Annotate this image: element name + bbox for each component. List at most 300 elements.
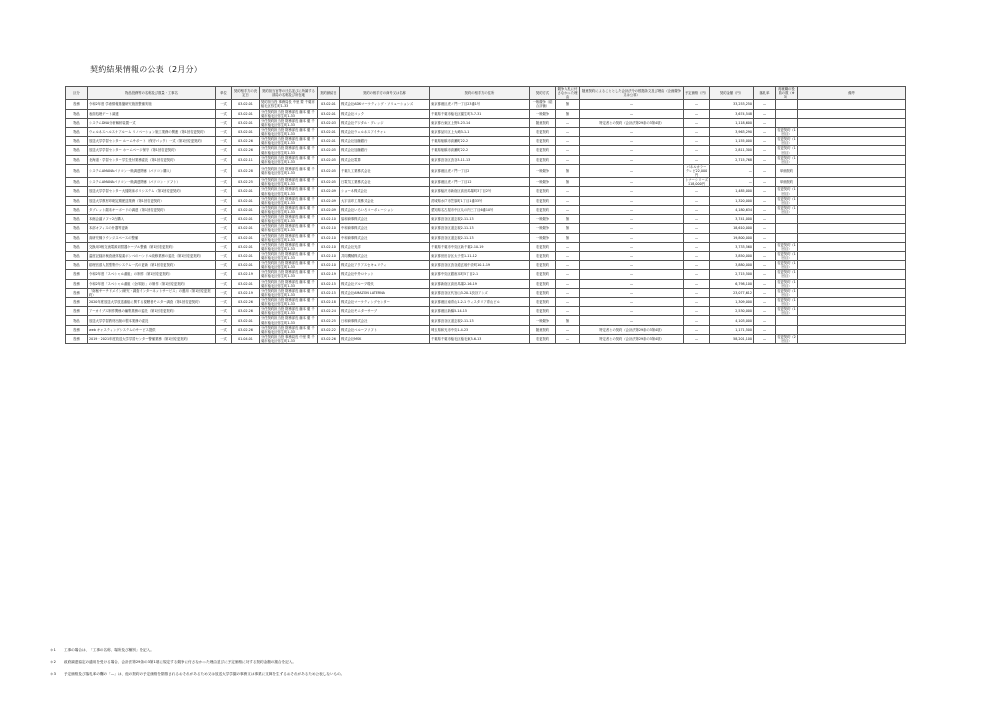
table-cell: —	[754, 270, 776, 279]
table-cell: 無	[556, 109, 580, 118]
table-cell: —	[556, 205, 580, 214]
footnote	[50, 660, 950, 665]
table-cell: —	[754, 155, 776, 164]
table-cell: 2,715,500	[710, 270, 754, 279]
table-cell: —	[684, 279, 710, 288]
table-cell: 株式会社デジタル・プレッジ	[340, 118, 430, 127]
table-cell	[798, 215, 906, 224]
table-cell: 19,800,000	[710, 233, 754, 242]
table-cell	[798, 279, 906, 288]
table-cell: 2,715,768	[710, 155, 754, 164]
table-cell	[798, 196, 906, 205]
table-cell: 03.02.22	[318, 325, 340, 334]
table-cell: —	[754, 233, 776, 242]
table-cell: 一式	[216, 196, 232, 205]
table-row	[66, 215, 906, 224]
table-cell: 03.02.01	[318, 137, 340, 146]
table-cell: 03.02.01	[232, 279, 260, 288]
table-cell: —	[580, 205, 684, 214]
table-cell: 物品	[66, 187, 88, 196]
table-cell: 1,485,000	[710, 187, 754, 196]
table-cell: 03.02.26	[318, 334, 340, 343]
table-cell: 一式	[216, 187, 232, 196]
column-header: 契約方式	[530, 87, 556, 100]
table-cell: 58,201,100	[710, 334, 754, 343]
table-cell: 物品	[66, 205, 88, 214]
table-cell: 変更契約	[530, 146, 556, 155]
table-cell: 03.02.01	[232, 251, 260, 260]
table-cell: —	[580, 307, 684, 316]
table-cell: 無	[556, 100, 580, 109]
column-header: 契約金額（円）	[710, 87, 754, 100]
table-cell: 随意契約	[530, 118, 556, 127]
table-cell: 「南極サーチドメイン/研究・調査インターネットサービス」の運用（第1回変更契約）	[88, 288, 216, 297]
column-header: 備考	[798, 87, 906, 100]
table-cell: —	[684, 187, 710, 196]
table-cell: —	[754, 196, 776, 205]
table-cell	[798, 118, 906, 127]
page-title: 契約結果情報の公表（2月分）	[90, 65, 202, 74]
table-cell: 茨城県水戸市笠原町1丁目1番33号	[430, 196, 530, 205]
table-cell: 03.02.05	[318, 146, 340, 155]
table-cell: 株式会社電算	[340, 155, 430, 164]
table-cell: 変更契約	[530, 270, 556, 279]
table-cell: 2019・2021年度放送大学学習センター警備業務（第1回変更契約）	[88, 334, 216, 343]
table-cell: —	[580, 100, 684, 109]
table-cell: —	[556, 261, 580, 270]
table-cell: 03.02.01	[232, 196, 260, 205]
table-cell: 株式会社AMAZON LATERNA	[340, 288, 430, 297]
footnote-mark: ＊2	[50, 660, 56, 664]
table-cell: 03.02.01	[232, 205, 260, 214]
table-cell	[798, 316, 906, 325]
table-cell: —	[556, 137, 580, 146]
table-cell: 3,963,290	[710, 127, 754, 136]
table-cell: 株式会社ウェルネスアイチャレ	[340, 127, 430, 136]
table-cell: 令和2年度 学術情報基盤研究施設整備実施	[88, 100, 216, 109]
table-cell: 役務	[66, 270, 88, 279]
table-cell: 無	[556, 233, 580, 242]
column-header: 契約の相手方の商号又は名称	[340, 87, 430, 100]
table-cell: 分任契約担当役 事務局長 中里 要 千葉市稲毛区弥生町1-33	[260, 334, 318, 343]
table-cell	[798, 100, 906, 109]
table-cell: —	[556, 298, 580, 307]
table-cell: 株式会社ADKマーケティング・ソリューションズ	[340, 100, 430, 109]
table-cell: 無	[556, 178, 580, 187]
table-cell: 特定者との契約（会計法第29条の3第4項）	[580, 334, 684, 343]
table-cell: 千葉県船橋市高瀬町22-2	[430, 137, 530, 146]
table-cell: 東京都台東区上野5-23-14	[430, 118, 530, 127]
table-cell: —	[556, 155, 580, 164]
table-row	[66, 233, 906, 242]
column-header: 競争入札に付さなかった理由	[556, 87, 580, 100]
table-cell: 契約担当役 事務局長 中里 要 千葉市稲毛区弥生町1-33	[260, 100, 318, 109]
table-cell: —	[684, 298, 710, 307]
table-cell: —	[580, 261, 684, 270]
table-cell: 令和2年度「スペシャル番組」の制作（第1回変更契約）	[88, 270, 216, 279]
table-cell: 分任契約担当役 財務部長 藤本 徹 千葉市稲毛区弥生町1-33	[260, 307, 318, 316]
table-cell: 03.02.03	[318, 118, 340, 127]
table-cell: 変更契約	[530, 334, 556, 343]
footnote	[50, 672, 950, 677]
table-cell: 一般競争（総合評価）	[530, 100, 556, 109]
table-cell	[798, 137, 906, 146]
table-cell: 株式会社ベルーフソフト	[340, 325, 430, 334]
table-cell: 無	[556, 316, 580, 325]
table-cell: 中和商事株式会社	[340, 224, 430, 233]
table-cell: 03.02.01	[318, 109, 340, 118]
table-cell: —	[754, 100, 776, 109]
table-cell: 33,253,250	[710, 100, 754, 109]
table-cell: 本館会議ソファ2台購入	[88, 215, 216, 224]
table-cell: 分任契約担当役 財務部長 藤本 徹 千葉市稲毛区弥生町1-33	[260, 205, 318, 214]
table-cell	[798, 205, 906, 214]
table-cell: 株式会社加藤銀行	[340, 146, 430, 155]
table-cell: 03.02.05	[318, 164, 340, 177]
table-cell: 3,850,000	[710, 251, 754, 260]
table-cell: 03.02.01	[232, 215, 260, 224]
table-cell: —	[580, 178, 684, 187]
table-cell: 変更契約（1回目）	[777, 261, 796, 270]
table-cell: 03.02.01	[318, 100, 340, 109]
table-cell: —	[684, 127, 710, 136]
table-row	[66, 316, 906, 325]
table-row	[66, 288, 906, 297]
table-cell: 東京都港区新橋5-14-15	[430, 307, 530, 316]
table-cell: 協和商事株式会社	[340, 215, 430, 224]
table-cell: —	[684, 316, 710, 325]
table-cell: 株式会社加藤銀行	[340, 137, 430, 146]
table-cell: 物品	[66, 215, 88, 224]
table-cell: 分任契約担当役 財務部長 藤本 徹 千葉市稲毛区弥生町1-33	[260, 137, 318, 146]
table-cell: 03.02.26	[232, 307, 260, 316]
table-cell: 変更契約	[530, 307, 556, 316]
table-cell: アーカイブス制作関係の編集業務の委託（第1回変更契約）	[88, 307, 216, 316]
table-cell	[798, 127, 906, 136]
table-cell: 一式	[216, 100, 232, 109]
table-cell: 無	[556, 215, 580, 224]
table-cell: 一式	[216, 298, 232, 307]
table-cell: 変更契約（1回目）	[777, 298, 796, 307]
table-cell: 03.02.24	[318, 307, 340, 316]
table-cell: 一式	[216, 155, 232, 164]
table-cell: 分任契約担当役 財務部長 藤本 徹 千葉市稲毛区弥生町1-33	[260, 224, 318, 233]
table-cell: —	[580, 215, 684, 224]
table-cell: 物品	[66, 155, 88, 164]
table-cell: —	[684, 242, 710, 251]
table-cell: 一般競争	[530, 316, 556, 325]
table-cell: 3,741,000	[710, 215, 754, 224]
table-cell: 一式	[216, 205, 232, 214]
table-cell: 03.02.25	[232, 178, 260, 187]
table-cell: 03.02.01	[232, 242, 260, 251]
table-cell: —	[754, 137, 776, 146]
table-cell: 東京都渋谷区渋谷3-11-13	[430, 155, 530, 164]
table-cell: —	[710, 178, 754, 187]
table-cell: —	[580, 224, 684, 233]
table-cell: 2,811,300	[710, 146, 754, 155]
table-cell: 変更契約	[530, 288, 556, 297]
table-row	[66, 100, 906, 109]
table-cell: 無	[556, 224, 580, 233]
table-cell: 変更契約（1回目）	[777, 307, 796, 316]
table-cell: 変更契約	[530, 261, 556, 270]
table-cell: 変更契約（1回目）	[777, 279, 796, 288]
table-cell: 変更契約（1回目）	[777, 288, 796, 297]
table-cell: 放送大学教材印刷定期配送業務（第1回変更契約）	[88, 196, 216, 205]
table-cell: 物品	[66, 118, 88, 127]
column-header: 区分	[66, 87, 88, 100]
table-cell: —	[580, 279, 684, 288]
table-cell: —	[754, 224, 776, 233]
table-cell	[798, 261, 906, 270]
table-cell	[798, 307, 906, 316]
table-cell: —	[684, 288, 710, 297]
table-cell: 物品	[66, 127, 88, 136]
table-cell: —	[684, 146, 710, 155]
table-cell	[798, 164, 906, 177]
table-cell: 分任契約担当役 財務部長 藤本 徹 千葉市稲毛区弥生町1-33	[260, 316, 318, 325]
table-cell: 役務	[66, 307, 88, 316]
table-cell: 本部オフィスの什器等更新	[88, 224, 216, 233]
column-header: 再就職の役員の数（※3）	[776, 87, 798, 100]
table-cell	[798, 224, 906, 233]
table-cell: 一式	[216, 242, 232, 251]
table-cell: 一式	[216, 137, 232, 146]
table-cell: —	[754, 307, 776, 316]
table-row	[66, 137, 906, 146]
table-cell: 1,320,000	[710, 196, 754, 205]
column-header: 契約締結日	[318, 87, 340, 100]
table-cell: 変更契約（1回目）	[777, 137, 796, 146]
table-cell: 一般競争	[530, 109, 556, 118]
table-cell: 一式	[216, 118, 232, 127]
table-cell: —	[684, 196, 710, 205]
table-cell: —	[754, 279, 776, 288]
table-cell: 変更契約	[530, 137, 556, 146]
table-cell: 分任契約担当役 財務部長 藤本 徹 千葉市稲毛区弥生町1-33	[260, 298, 318, 307]
table-cell: 随意契約	[530, 325, 556, 334]
table-cell: 変更契約	[530, 251, 556, 260]
table-cell: 一式	[216, 307, 232, 316]
table-cell: —	[556, 127, 580, 136]
table-cell	[798, 270, 906, 279]
table-cell: —	[754, 109, 776, 118]
table-cell: 01.04.01	[232, 334, 260, 343]
table-cell: —	[754, 316, 776, 325]
table-row	[66, 155, 906, 164]
table-cell: 3,674,548	[710, 109, 754, 118]
table-cell: 分任契約担当役 財務部長 藤本 徹 千葉市稲毛区弥生町1-33	[260, 164, 318, 177]
table-cell: 一式	[216, 224, 232, 233]
table-cell: —	[556, 325, 580, 334]
table-cell	[776, 118, 798, 127]
table-cell: 物品	[66, 137, 88, 146]
table-cell: 03.02.01	[232, 224, 260, 233]
table-cell: 株式会社コック	[340, 109, 430, 118]
footnote-mark: ＊1	[50, 648, 56, 652]
table-cell: 2020年度放送大学放送番組に関する視聴者モニター調査（第1回変更契約）	[88, 298, 216, 307]
table-row	[66, 118, 906, 127]
table-cell: 03.02.15	[318, 288, 340, 297]
table-cell: 変更契約（1回目）	[777, 146, 796, 155]
table-cell: 役務	[66, 298, 88, 307]
table-row	[66, 187, 906, 196]
table-cell: web キャスティングシステムのサービス提供	[88, 325, 216, 334]
table-cell: 千葉九工業株式会社	[340, 164, 430, 177]
table-cell: 03.02.09	[318, 196, 340, 205]
table-cell: パネルカラーテレビ22,000円	[684, 164, 710, 177]
table-cell: 03.02.18	[318, 298, 340, 307]
table-cell	[798, 178, 906, 187]
table-cell: —	[580, 146, 684, 155]
table-cell: 変更契約	[530, 279, 556, 288]
table-cell: —	[684, 205, 710, 214]
table-cell: 03.02.19	[318, 270, 340, 279]
table-cell: 東京都新宿区高田馬場2-16-19	[430, 279, 530, 288]
table-cell: 放送大学学習センター ルームサポート（保守パック）一式（第1回変更契約）	[88, 137, 216, 146]
table-cell: 分任契約担当役 財務部長 藤本 徹 千葉市稲毛区弥生町1-33	[260, 270, 318, 279]
column-header: 随意契約によることとした会計法令の根拠条文及び理由（企画競争又は公募）	[580, 87, 684, 100]
column-header: 契約相手方の決定日	[232, 87, 260, 100]
table-cell: 物品	[66, 224, 88, 233]
table-cell: 東京都渋谷区道玄坂2-11-13	[430, 316, 530, 325]
table-cell: 分任契約担当役 財務部長 藤本 徹 千葉市稲毛区弥生町1-33	[260, 242, 318, 251]
table-row	[66, 251, 906, 260]
table-cell	[798, 251, 906, 260]
table-cell: システムDNA分析解析装置一式	[88, 118, 216, 127]
table-cell: —	[556, 187, 580, 196]
table-cell: 東京都世田谷区太子堂1-11-12	[430, 251, 530, 260]
footnotes	[50, 648, 950, 684]
table-cell: 一般競争	[530, 224, 556, 233]
table-row	[66, 242, 906, 251]
table-cell: 一式	[216, 233, 232, 242]
table-cell: 無	[556, 164, 580, 177]
table-cell: 千葉県千葉市中央区新千葉2-10-19	[430, 242, 530, 251]
table-cell	[798, 334, 906, 343]
table-row	[66, 127, 906, 136]
table-cell: 分任契約担当役 財務部長 藤本 徹 千葉市稲毛区弥生町1-33	[260, 178, 318, 187]
table-cell: 東京都港区虎ノ門一丁目12	[430, 178, 530, 187]
table-cell: —	[754, 164, 776, 177]
table-cell: 23,077,612	[710, 288, 754, 297]
table-cell: —	[754, 187, 776, 196]
table-cell: 一式	[216, 251, 232, 260]
table-cell: 分任契約担当役 財務部長 藤本 徹 千葉市稲毛区弥生町1-33	[260, 155, 318, 164]
table-cell: 03.02.26	[232, 146, 260, 155]
table-cell: 埼玉県和光市中央1-4-23	[430, 325, 530, 334]
table-cell: 物品	[66, 196, 88, 205]
table-cell: 18,610,000	[710, 224, 754, 233]
table-cell: 03.02.05	[318, 178, 340, 187]
table-cell	[798, 298, 906, 307]
table-cell: 03.02.01	[232, 316, 260, 325]
table-cell: 03.02.25	[318, 316, 340, 325]
table-cell: 物品	[66, 164, 88, 177]
table-cell	[776, 109, 798, 118]
table-cell: —	[754, 146, 776, 155]
table-cell: —	[556, 196, 580, 205]
table-cell: 03.02.10	[318, 224, 340, 233]
table-cell: 愛知県名古屋市中区丸の内三丁目6番10号	[430, 205, 530, 214]
footnote-text: 工事の場合は、「工事の名称、場所及び種別」を記入。	[64, 648, 154, 652]
table-cell: 変更契約（1回目）	[777, 251, 796, 261]
table-cell: 03.02.10	[318, 215, 340, 224]
table-cell	[798, 242, 906, 251]
column-header: 契約の相手方の住所	[430, 87, 530, 100]
table-cell: 物品	[66, 146, 88, 155]
table-row	[66, 270, 906, 279]
table-cell: —	[556, 279, 580, 288]
table-cell: 放送大学学習教材出版の製本業務の委託	[88, 316, 216, 325]
table-cell: —	[754, 288, 776, 297]
table-cell: 大宇宙印工業株式会社	[340, 196, 430, 205]
column-header: 物品役務等の名称及び数量・工事名	[88, 87, 216, 100]
table-row	[66, 178, 906, 187]
table-cell: ショーネ株式会社	[340, 187, 430, 196]
table-header-row	[66, 87, 906, 100]
table-cell: 温度記録計検査液体窒素ボンベのハンドル改修業務の委託（第1回変更契約）	[88, 251, 216, 260]
table-cell	[776, 224, 798, 233]
table-cell: 一般競争	[530, 164, 556, 177]
table-cell: —	[556, 242, 580, 251]
table-cell: 令和2年度「スペシャル番組（全体版）」の制作（第1回変更契約）	[88, 279, 216, 288]
table-cell: 東京都品川区上大崎3-1-1	[430, 127, 530, 136]
table-cell: 物品	[66, 261, 88, 270]
table-cell: 高研究棟ラウンジスペースの整備	[88, 233, 216, 242]
table-row	[66, 164, 906, 177]
table-cell: —	[556, 270, 580, 279]
table-cell: 共同機械株式会社	[340, 251, 430, 260]
table-cell: —	[580, 233, 684, 242]
table-cell: 03.02.01	[318, 127, 340, 136]
table-cell: —	[556, 307, 580, 316]
table-cell: 03.02.01	[232, 261, 260, 270]
table-cell	[798, 233, 906, 242]
table-cell: 分任契約担当役 財務部長 藤本 徹 千葉市稲毛区弥生町1-33	[260, 233, 318, 242]
table-cell: 一式	[216, 270, 232, 279]
column-header: 単位	[216, 87, 232, 100]
table-cell: 変更契約	[530, 205, 556, 214]
table-cell: 変更契約	[530, 196, 556, 205]
table-cell: 物品	[66, 178, 88, 187]
table-cell: —	[556, 288, 580, 297]
table-row	[66, 146, 906, 155]
table-cell: 一般競争	[530, 178, 556, 187]
table-cell: 分任契約担当役 財務部長 藤本 徹 千葉市稲毛区弥生町1-33	[260, 146, 318, 155]
table-cell	[798, 155, 906, 164]
table-cell: 中和商事株式会社	[340, 233, 430, 242]
table-cell: 03.02.19	[232, 270, 260, 279]
table-cell: —	[684, 118, 710, 127]
column-header: 落札率	[754, 87, 776, 100]
table-cell: 03.02.26	[232, 137, 260, 146]
table-cell: 変更契約（1回目）	[777, 196, 796, 205]
table-cell: 03.02.01	[232, 118, 260, 127]
table-cell: 変更契約（1回目）	[777, 242, 796, 251]
table-cell	[776, 215, 798, 224]
table-cell: —	[580, 187, 684, 196]
table-cell: 特定者との契約（会計法第29条の3第4項）	[580, 325, 684, 334]
table-cell: —	[580, 155, 684, 164]
table-row	[66, 307, 906, 316]
table-cell: 一般競争	[530, 215, 556, 224]
table-cell: —	[754, 178, 776, 187]
table-cell: 03.02.28	[232, 164, 260, 177]
table-cell: 役務	[66, 325, 88, 334]
table-cell: —	[684, 261, 710, 270]
